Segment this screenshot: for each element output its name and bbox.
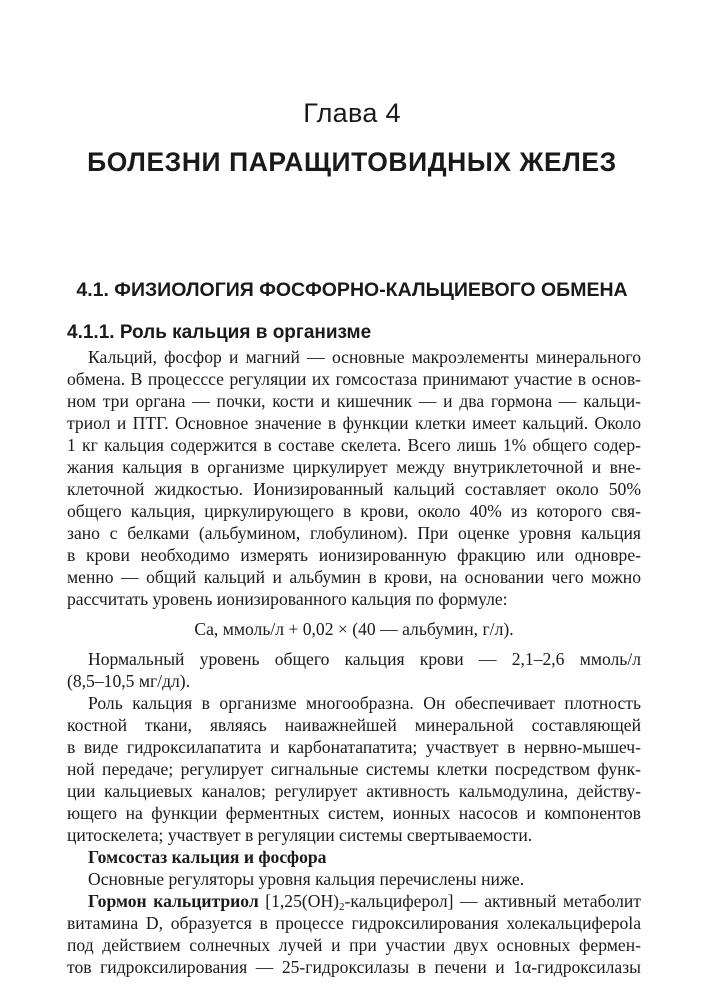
section-title: 4.1. ФИЗИОЛОГИЯ ФОСФОРНО-КАЛЬЦИЕВОГО ОБМЕНА [76, 279, 628, 301]
text-line: Нормальный уровень общего кальция крови — 2,1–2,6 ммоль/л [88, 649, 641, 669]
text-line: зано с белками (альбумином, глобулином). При оценке уровня кальция [67, 523, 641, 543]
subsection-title: 4.1.1. Роль кальция в организме [67, 322, 372, 343]
text-line: Основные регуляторы уровня кальция перечислены ниже. [88, 869, 525, 889]
text-fragment: [1,25(ОН) [258, 891, 340, 911]
text-line: витамина D, образуется в процессе гидроксилирования холекальцифероla [67, 913, 641, 933]
text-line: общего кальция, циркулирующего в крови, около 40% из которого свя- [67, 501, 641, 521]
text-fragment: -кальциферол] — активный метаболит [344, 891, 641, 911]
text-line: под действием солнечных лучей и при участии двух основных фермен- [67, 935, 641, 955]
chapter-number: Глава 4 [303, 98, 401, 128]
formula: Са, ммоль/л + 0,02 × (40 — альбумин, г/л). [194, 619, 514, 639]
calcitriol-term: Гормон кальцитриол [88, 891, 259, 911]
text-line: ющего на функции ферментных систем, ионных насосов и компонентов [67, 803, 641, 823]
text-line: триол и ПТГ. Основное значение в функции клетки имеет кальций. Около [67, 413, 641, 433]
text-line: (8,5–10,5 мг/дл). [67, 671, 191, 691]
text-line: жания кальция в организме циркулирует между внутриклеточной и вне- [67, 457, 641, 477]
text-line: Кальций, фосфор и магний — основные макроэлементы минерального [88, 347, 641, 367]
text-line: ной передаче; регулирует сигнальные системы клетки посредством функ- [67, 759, 641, 779]
subscript: 2 [339, 901, 345, 913]
text-line: Роль кальция в организме многообразна. Он обеспечивает плотность [88, 693, 641, 713]
text-line: обмена. В процесссе регуляции их гомсостаза принимают участие в основ- [67, 369, 641, 389]
text-line: в крови необходимо измерять ионизированную фракцию или одновре- [67, 545, 641, 565]
text-line: менно — общий кальций и альбумин в крови, на основании чего можно [67, 567, 641, 587]
text-line: ции кальциевых каналов; регулирует активность кальмодулина, действу- [67, 781, 641, 801]
text-line: рассчитать уровень ионизированного кальция по формуле: [67, 589, 508, 609]
text-line: 1 кг кальция содержится в составе скелета. Всего лишь 1% общего содер- [67, 435, 641, 455]
chapter-title: БОЛЕЗНИ ПАРАЩИТОВИДНЫХ ЖЕЛЕЗ [87, 147, 617, 177]
text-line [67, 890, 641, 912]
text-line: в виде гидроксилапатита и карбонатапатита; участвует в нервно-мышеч- [67, 737, 641, 757]
text-line: ном три органа — почки, кости и кишечник — и два гормона — кальци- [67, 391, 641, 411]
text-line: костной ткани, являясь наиважнейшей минеральной составляющей [67, 715, 641, 735]
body-text [67, 346, 641, 978]
text-line: тов гидроксилирования — 25-гидроксилазы в печени и 1α-гидроксилазы [67, 957, 641, 977]
homeostasis-heading: Гомсостаз кальция и фосфора [88, 847, 327, 867]
text-line: цитоскелета; участвует в регуляции системы свертываемости. [67, 825, 533, 845]
text-line: клеточной жидкостью. Ионизированный кальций составляет около 50% [67, 479, 641, 499]
